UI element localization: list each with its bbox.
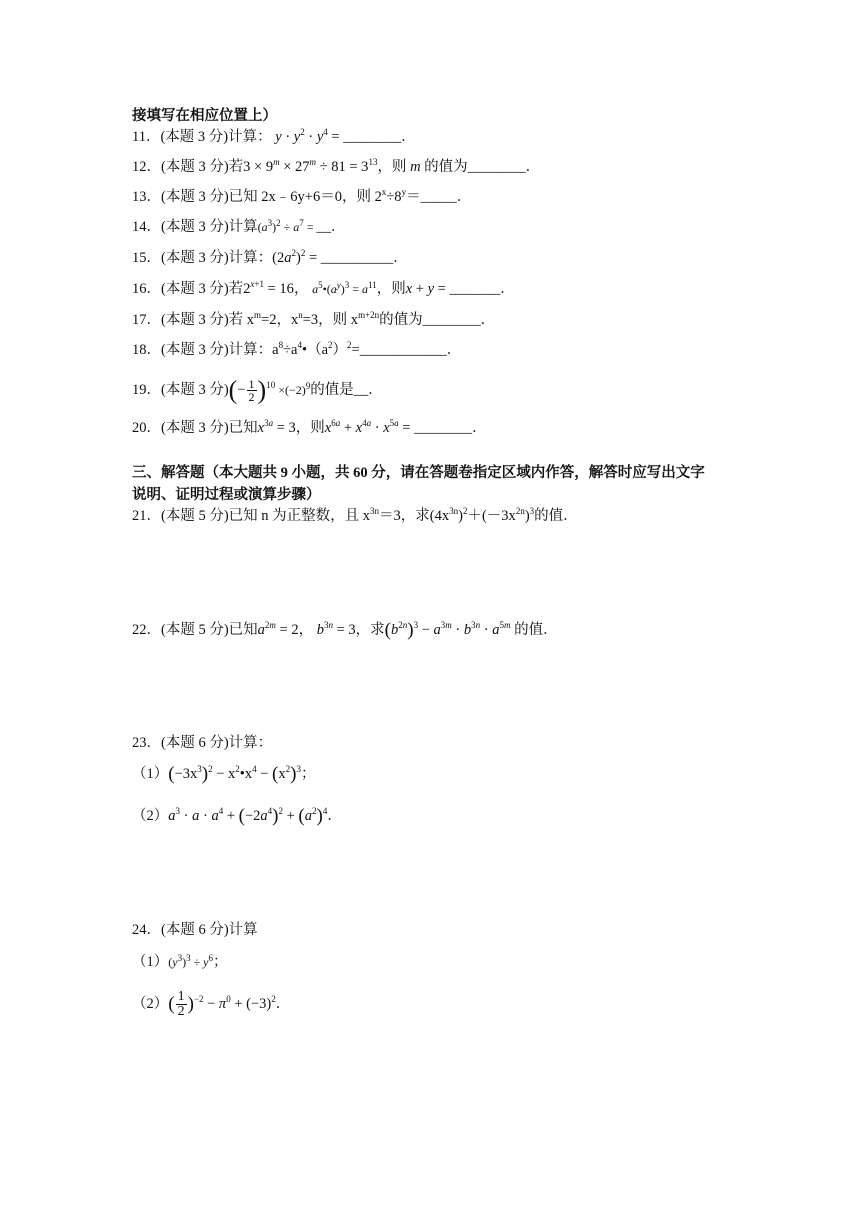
q12-formula: $3 \times 9^m \times 27^m \div 81 = 3^{13}$ (243, 157, 378, 175)
question-16: 16．(本题 3 分)若$2^{x+1} = 16$， $a^5•(a^y)^3 = a^{11}$，则x + y = _______． (132, 279, 515, 297)
section-3-heading-line-1: 三、解答题（本大题共 9 小题，共 60 分，请在答题卷指定区域内作答，解答时应写出文字 (132, 465, 705, 481)
question-14: 14．(本题 3 分)计算$(a^3)^2 \div a^7$ = __． (132, 218, 346, 235)
q20-formula-2: $x^{6a} + x^{4a} \cdot x^{5a}$ = (324, 418, 415, 436)
q20-blank: ________ (414, 420, 473, 436)
question-23: 23．(本题 6 分)计算： (132, 735, 273, 751)
q17-blank: ________ (422, 312, 481, 328)
q21-label: 21．(本题 5 分)已知 n 为正整数，且 x (132, 508, 371, 524)
question-20: 20．(本题 3 分)已知$x^{3a} = 3$，则$x^{6a} + x^{4a} \cdot x^{5a}$ = ________． (132, 418, 487, 436)
q11-label: 11．(本题 3 分)计算： (132, 129, 272, 145)
q24-formula-2: ( $\frac{1}{2}$ )$^{-2} - \pi^0 + (-3)^2$ (168, 989, 276, 1019)
q11-blank: ________ (343, 129, 402, 145)
q18-blank: ____________ (359, 342, 447, 358)
question-23-part-1: $(1)(-3x^3)^2$ − $x^2•x^4 - (x^2)^3$； (132, 763, 316, 785)
q13-label: 13．(本题 3 分)已知 2x﹣6y+6＝0，则 2 (132, 189, 382, 205)
question-11: 11．(本题 3 分)计算： $y \cdot y^2 \cdot y^4$ = ________． (132, 127, 416, 145)
q15-formula: $(2a^2)^2$ = (272, 248, 321, 266)
q22-label: 22．(本题 5 分)已知 (132, 622, 258, 638)
q19-label: 19．(本题 3 分) (132, 381, 229, 398)
q18-label: 18．(本题 3 分)计算：a (132, 342, 279, 358)
question-12: 12．(本题 3 分)若$3 \times 9^m \times 27^m \div 81 = 3^{13}$，则 m 的值为________． (132, 157, 541, 175)
question-13: 13．(本题 3 分)已知 2x﹣6y+6＝0，则 $2^x\div 8^y=\_\_\_\_\_$． (132, 187, 472, 205)
question-24-part-1: $(1)(y^3)^3 \div y^6$； (132, 953, 228, 970)
question-17: 17．(本题 3 分)若 $x^m=2$，$x^n=3$，则 $x^{m+2n}$的值为________． (132, 310, 496, 328)
q16-blank: _______ (449, 281, 501, 297)
q11-formula: $y \cdot y^2 \cdot y^4$ = (275, 127, 344, 145)
question-19: 19．(本题 3 分)(− $\frac{1}{2}$ )$^{10} \times(-2)^9$的值是__． (132, 375, 383, 405)
q22-formula-2: $b^{3n} = 3$ (316, 620, 356, 638)
q16-label: 16．(本题 3 分)若 (132, 281, 244, 297)
q19-formula: (− $\frac{1}{2}$ )$^{10} \times(-2)^9$ (228, 375, 311, 405)
question-21: 21．(本题 5 分)已知 n 为正整数，且 $x^{3n}=3$，求$(4x^{3n})^2+(-3x^{2n})^3$的值． (132, 506, 578, 524)
q20-label: 20．(本题 3 分)已知 (132, 420, 258, 436)
q14-formula: $(a^3)^2 \div a^7$ = (257, 218, 317, 234)
section-3-heading-line-2: 说明、证明过程或演算步骤） (132, 487, 321, 503)
question-23-part-2: $(2)a^3 \cdot a \cdot a^4 + (-2a^4)^2 + (a^2)^4$． (132, 805, 342, 827)
q22-formula-3: $(b^{2n})^3 - a^{3m} \cdot b^{3n} \cdot a^{5m}$ (384, 619, 511, 641)
q14-label: 14．(本题 3 分)计算 (132, 219, 258, 235)
question-24-part-2: （2）( $\frac{1}{2}$ )$^{-2} - \pi^0 + (-3)^2$． (132, 989, 291, 1019)
q23-formula-2: $a^3 \cdot a \cdot a^4 + (-2a^4)^2 + (a^2)^4$ (168, 805, 328, 827)
question-24: 24．(本题 6 分)计算 (132, 922, 258, 938)
q16-formula-1: $2^{x+1} = 16$ (243, 279, 294, 297)
q16-formula-2: $a^5•(a^y)^3 = a^{11}$ (312, 280, 377, 296)
question-22: 22．(本题 5 分)已知$a^{2m} = 2$， $b^{3n} = 3$，求$(b^{2n})^3 - a^{3m} \cdot b^{3n} \cdot a^{5m}$ 的值． (132, 619, 558, 641)
q12-label: 12．(本题 3 分)若 (132, 159, 244, 175)
section-header-fragment: 接填写在相应位置上） (132, 108, 277, 124)
q24-formula-1: $(y^3)^3 \div y^6$ (168, 953, 213, 969)
q20-formula-1: $x^{3a} = 3$ (257, 418, 296, 436)
q15-blank: __________ (320, 250, 394, 266)
q22-formula-1: $a^{2m} = 2$ (257, 620, 299, 638)
q16-formula-3: x + y = (405, 281, 450, 297)
q17-label: 17．(本题 3 分)若 x (132, 312, 255, 328)
q12-blank: ________ (467, 159, 526, 175)
q15-label: 15．(本题 3 分)计算： (132, 250, 273, 266)
q23-formula-1: $(-3x^3)^2$ − $x^2•x^4 - (x^2)^3$ (168, 763, 301, 785)
question-15: 15．(本题 3 分)计算：$(2a^2)^2$ = __________． (132, 248, 408, 266)
question-18: 18．(本题 3 分)计算：$a^8\div a^4•(a^2)^2=\_\_\_\_\_\_\_\_\_\_\_\_$． (132, 340, 462, 358)
